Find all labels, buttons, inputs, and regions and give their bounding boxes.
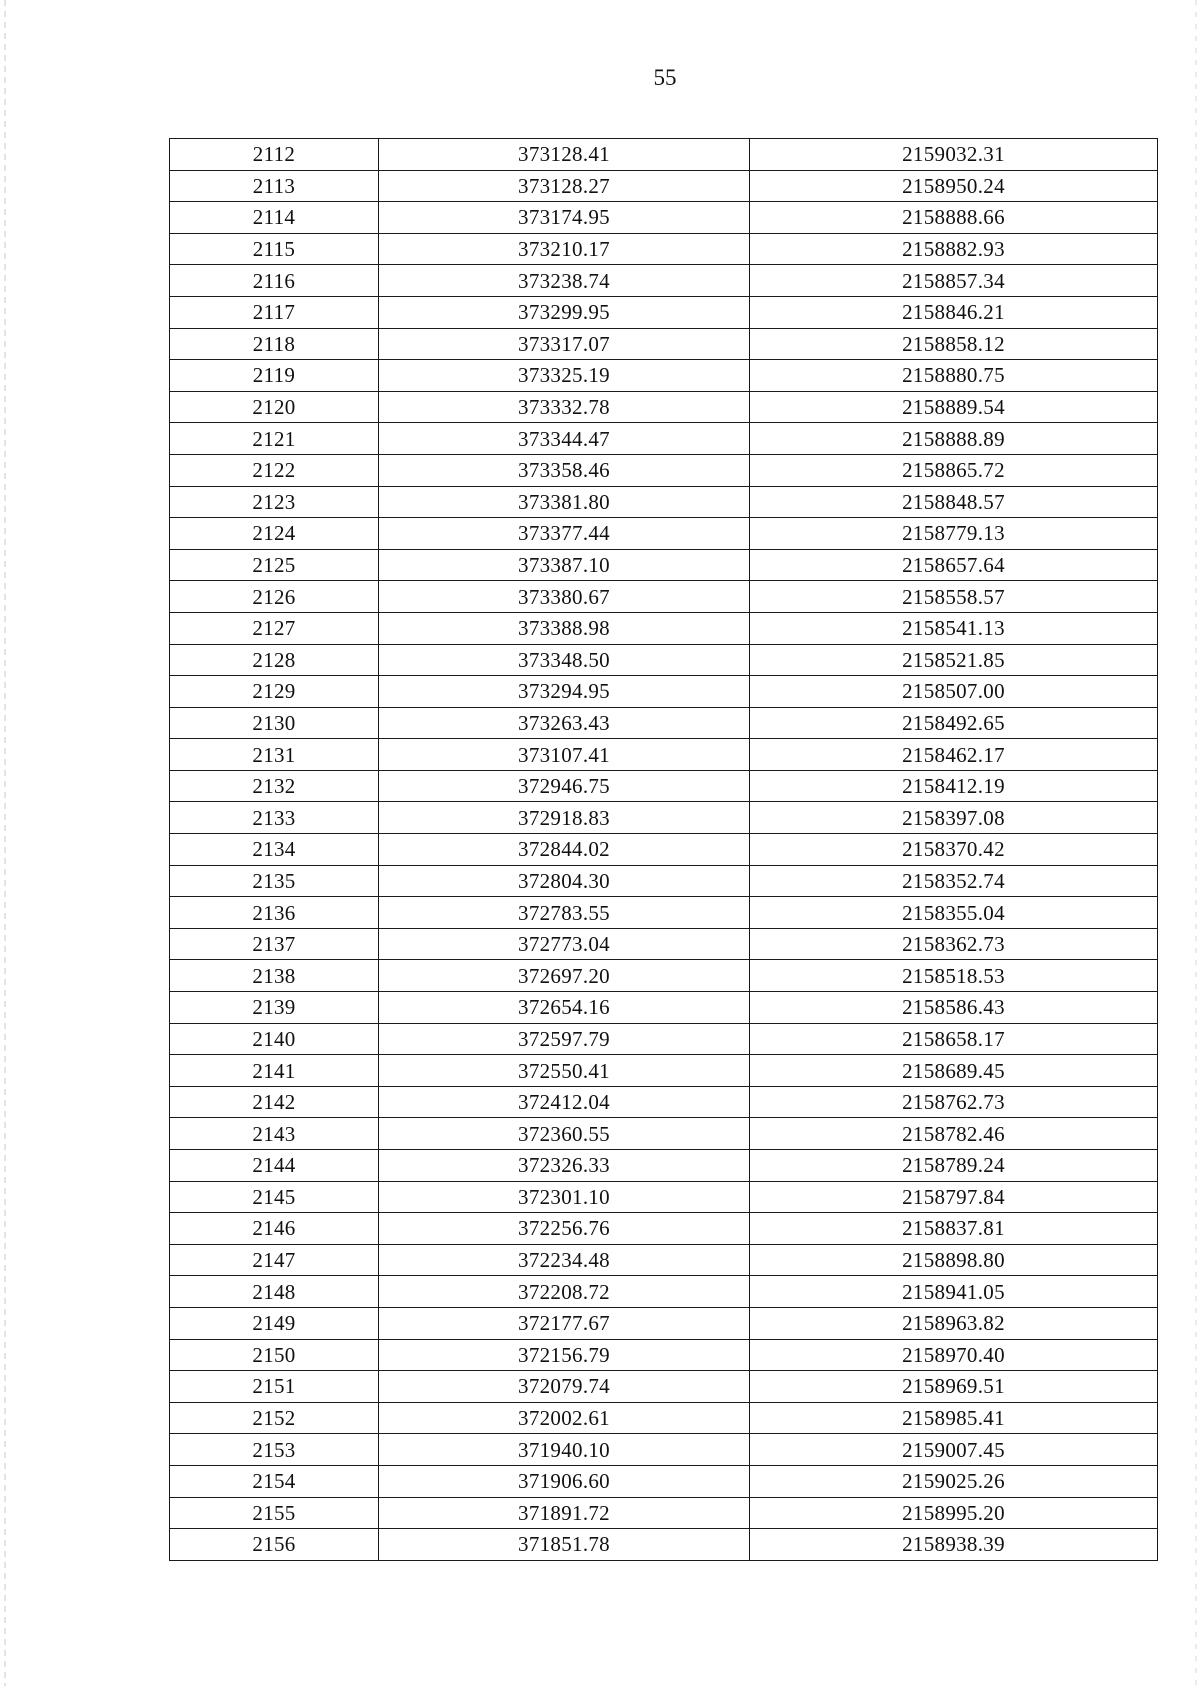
y-coordinate-cell: 2158521.85 [750,644,1158,676]
point-number-cell: 2154 [170,1465,379,1497]
x-coordinate-cell: 373128.27 [379,170,750,202]
y-coordinate-cell: 2158507.00 [750,676,1158,708]
x-coordinate-cell: 373299.95 [379,296,750,328]
x-coordinate-cell: 373358.46 [379,454,750,486]
point-number-cell: 2148 [170,1276,379,1308]
x-coordinate-cell: 372844.02 [379,834,750,866]
y-coordinate-cell: 2158969.51 [750,1371,1158,1403]
x-coordinate-cell: 373388.98 [379,612,750,644]
table-row [170,1150,1158,1182]
x-coordinate-cell: 372360.55 [379,1118,750,1150]
table-row [170,1402,1158,1434]
table-row [170,676,1158,708]
y-coordinate-cell: 2158462.17 [750,739,1158,771]
point-number-cell: 2125 [170,549,379,581]
point-number-cell: 2124 [170,518,379,550]
scan-edge-right [1195,0,1197,1686]
y-coordinate-cell: 2158888.66 [750,202,1158,234]
y-coordinate-cell: 2158518.53 [750,960,1158,992]
point-number-cell: 2128 [170,644,379,676]
x-coordinate-cell: 373332.78 [379,391,750,423]
table-row [170,1023,1158,1055]
point-number-cell: 2140 [170,1023,379,1055]
point-number-cell: 2156 [170,1529,379,1561]
page-number: 55 [653,65,677,90]
point-number-cell: 2134 [170,834,379,866]
table-row [170,1529,1158,1561]
table-row [170,360,1158,392]
point-number-cell: 2149 [170,1307,379,1339]
table-row [170,1497,1158,1529]
point-number-cell: 2135 [170,865,379,897]
x-coordinate-cell: 372256.76 [379,1213,750,1245]
point-number-cell: 2114 [170,202,379,234]
y-coordinate-cell: 2158995.20 [750,1497,1158,1529]
point-number-cell: 2123 [170,486,379,518]
point-number-cell: 2144 [170,1150,379,1182]
point-number-cell: 2121 [170,423,379,455]
y-coordinate-cell: 2158858.12 [750,328,1158,360]
point-number-cell: 2138 [170,960,379,992]
table-row [170,928,1158,960]
x-coordinate-cell: 372301.10 [379,1181,750,1213]
coordinates-table-body [170,139,1158,1561]
point-number-cell: 2129 [170,676,379,708]
point-number-cell: 2141 [170,1055,379,1087]
point-number-cell: 2122 [170,454,379,486]
y-coordinate-cell: 2159032.31 [750,139,1158,171]
x-coordinate-cell: 372783.55 [379,897,750,929]
y-coordinate-cell: 2158797.84 [750,1181,1158,1213]
y-coordinate-cell: 2158352.74 [750,865,1158,897]
x-coordinate-cell: 373381.80 [379,486,750,518]
x-coordinate-cell: 373238.74 [379,265,750,297]
x-coordinate-cell: 373174.95 [379,202,750,234]
table-row [170,739,1158,771]
x-coordinate-cell: 373294.95 [379,676,750,708]
y-coordinate-cell: 2158898.80 [750,1244,1158,1276]
table-row [170,1181,1158,1213]
y-coordinate-cell: 2158492.65 [750,707,1158,739]
x-coordinate-cell: 371891.72 [379,1497,750,1529]
point-number-cell: 2142 [170,1086,379,1118]
x-coordinate-cell: 373107.41 [379,739,750,771]
coordinates-table [169,138,1158,1561]
y-coordinate-cell: 2158950.24 [750,170,1158,202]
x-coordinate-cell: 372234.48 [379,1244,750,1276]
x-coordinate-cell: 372002.61 [379,1402,750,1434]
point-number-cell: 2119 [170,360,379,392]
x-coordinate-cell: 373128.41 [379,139,750,171]
x-coordinate-cell: 373317.07 [379,328,750,360]
scan-edge-left [4,0,6,1686]
x-coordinate-cell: 372804.30 [379,865,750,897]
point-number-cell: 2130 [170,707,379,739]
table-row [170,296,1158,328]
point-number-cell: 2153 [170,1434,379,1466]
x-coordinate-cell: 372079.74 [379,1371,750,1403]
y-coordinate-cell: 2158657.64 [750,549,1158,581]
table-row [170,992,1158,1024]
point-number-cell: 2117 [170,296,379,328]
y-coordinate-cell: 2158970.40 [750,1339,1158,1371]
y-coordinate-cell: 2158779.13 [750,518,1158,550]
point-number-cell: 2155 [170,1497,379,1529]
point-number-cell: 2147 [170,1244,379,1276]
point-number-cell: 2152 [170,1402,379,1434]
y-coordinate-cell: 2158689.45 [750,1055,1158,1087]
table-row [170,1086,1158,1118]
point-number-cell: 2137 [170,928,379,960]
point-number-cell: 2120 [170,391,379,423]
point-number-cell: 2151 [170,1371,379,1403]
x-coordinate-cell: 372326.33 [379,1150,750,1182]
point-number-cell: 2118 [170,328,379,360]
table-row [170,865,1158,897]
x-coordinate-cell: 373377.44 [379,518,750,550]
table-row [170,549,1158,581]
table-row [170,770,1158,802]
table-row [170,960,1158,992]
y-coordinate-cell: 2158558.57 [750,581,1158,613]
table-row [170,391,1158,423]
point-number-cell: 2146 [170,1213,379,1245]
x-coordinate-cell: 372697.20 [379,960,750,992]
table-row [170,328,1158,360]
point-number-cell: 2133 [170,802,379,834]
x-coordinate-cell: 372597.79 [379,1023,750,1055]
x-coordinate-cell: 372773.04 [379,928,750,960]
table-row [170,612,1158,644]
y-coordinate-cell: 2159025.26 [750,1465,1158,1497]
point-number-cell: 2132 [170,770,379,802]
x-coordinate-cell: 372918.83 [379,802,750,834]
table-row [170,1244,1158,1276]
table-row [170,486,1158,518]
table-row [170,1276,1158,1308]
x-coordinate-cell: 373348.50 [379,644,750,676]
y-coordinate-cell: 2158370.42 [750,834,1158,866]
point-number-cell: 2115 [170,233,379,265]
y-coordinate-cell: 2158865.72 [750,454,1158,486]
table-row [170,834,1158,866]
table-row [170,581,1158,613]
y-coordinate-cell: 2158846.21 [750,296,1158,328]
point-number-cell: 2126 [170,581,379,613]
y-coordinate-cell: 2158789.24 [750,1150,1158,1182]
y-coordinate-cell: 2158412.19 [750,770,1158,802]
table-row [170,1055,1158,1087]
x-coordinate-cell: 372550.41 [379,1055,750,1087]
point-number-cell: 2150 [170,1339,379,1371]
x-coordinate-cell: 373380.67 [379,581,750,613]
y-coordinate-cell: 2159007.45 [750,1434,1158,1466]
y-coordinate-cell: 2158782.46 [750,1118,1158,1150]
x-coordinate-cell: 372177.67 [379,1307,750,1339]
y-coordinate-cell: 2158362.73 [750,928,1158,960]
y-coordinate-cell: 2158586.43 [750,992,1158,1024]
table-row [170,454,1158,486]
x-coordinate-cell: 372156.79 [379,1339,750,1371]
y-coordinate-cell: 2158541.13 [750,612,1158,644]
x-coordinate-cell: 371851.78 [379,1529,750,1561]
y-coordinate-cell: 2158882.93 [750,233,1158,265]
table-row [170,802,1158,834]
table-row [170,1307,1158,1339]
point-number-cell: 2131 [170,739,379,771]
table-row [170,1339,1158,1371]
y-coordinate-cell: 2158963.82 [750,1307,1158,1339]
y-coordinate-cell: 2158762.73 [750,1086,1158,1118]
point-number-cell: 2127 [170,612,379,644]
y-coordinate-cell: 2158355.04 [750,897,1158,929]
x-coordinate-cell: 371906.60 [379,1465,750,1497]
x-coordinate-cell: 371940.10 [379,1434,750,1466]
point-number-cell: 2113 [170,170,379,202]
table-row [170,897,1158,929]
x-coordinate-cell: 373344.47 [379,423,750,455]
point-number-cell: 2112 [170,139,379,171]
y-coordinate-cell: 2158888.89 [750,423,1158,455]
x-coordinate-cell: 373263.43 [379,707,750,739]
x-coordinate-cell: 373387.10 [379,549,750,581]
table-row [170,233,1158,265]
x-coordinate-cell: 372654.16 [379,992,750,1024]
x-coordinate-cell: 372412.04 [379,1086,750,1118]
y-coordinate-cell: 2158985.41 [750,1402,1158,1434]
y-coordinate-cell: 2158658.17 [750,1023,1158,1055]
table-row [170,1213,1158,1245]
x-coordinate-cell: 372946.75 [379,770,750,802]
y-coordinate-cell: 2158938.39 [750,1529,1158,1561]
y-coordinate-cell: 2158889.54 [750,391,1158,423]
table-row [170,423,1158,455]
y-coordinate-cell: 2158857.34 [750,265,1158,297]
table-row [170,170,1158,202]
table-row [170,1118,1158,1150]
table-row [170,1434,1158,1466]
point-number-cell: 2136 [170,897,379,929]
x-coordinate-cell: 372208.72 [379,1276,750,1308]
table-row [170,139,1158,171]
y-coordinate-cell: 2158941.05 [750,1276,1158,1308]
table-row [170,1465,1158,1497]
point-number-cell: 2116 [170,265,379,297]
y-coordinate-cell: 2158397.08 [750,802,1158,834]
table-row [170,644,1158,676]
x-coordinate-cell: 373325.19 [379,360,750,392]
point-number-cell: 2143 [170,1118,379,1150]
y-coordinate-cell: 2158848.57 [750,486,1158,518]
y-coordinate-cell: 2158880.75 [750,360,1158,392]
table-row [170,202,1158,234]
table-row [170,707,1158,739]
table-row [170,265,1158,297]
y-coordinate-cell: 2158837.81 [750,1213,1158,1245]
x-coordinate-cell: 373210.17 [379,233,750,265]
table-row [170,518,1158,550]
point-number-cell: 2139 [170,992,379,1024]
point-number-cell: 2145 [170,1181,379,1213]
table-row [170,1371,1158,1403]
